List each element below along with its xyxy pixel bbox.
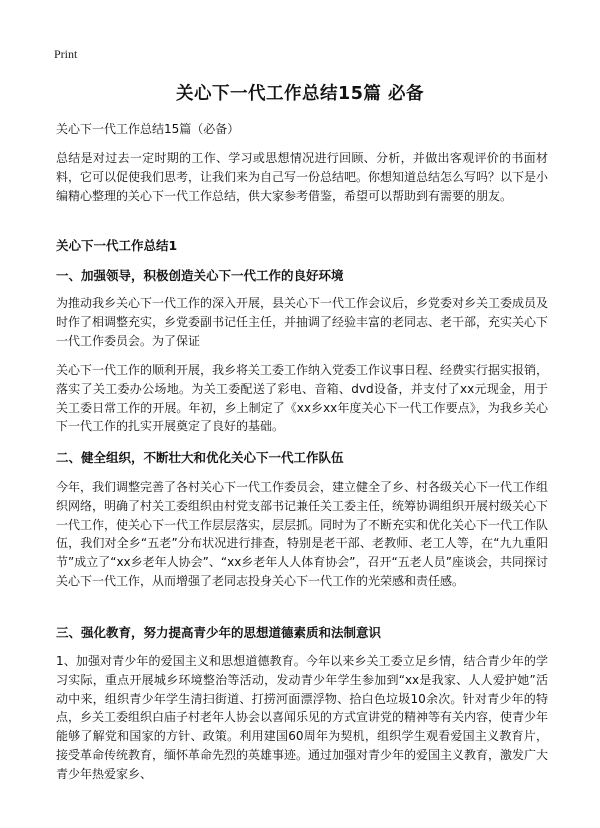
heading-3: 三、强化教育，努力提高青少年的思想道德素质和法制意识: [56, 625, 382, 640]
paragraph-3: 今年，我们调整完善了各村关心下一代工作委员会，建立健全了乡、村各级关心下一代工作组织网络，明确了村关工委组织由村党支部书记兼任关工委主任，统筹协调组织开展村级关心下一代工作，使关心下一代工作层层落实，层层抓。同时为了不断充实和优化关心下一代工作队伍，我们对全乡“五老”分布状况进行排查，特别是老干部、老教师、老工人等，在“九九重阳节”成立了“xx乡老年人协会”、“xx乡老年人人体育协会”，召开“五老人员”座谈会，共同探讨关心下一代工作，从而增强了老同志投身关心下一代工作的光荣感和责任感。: [56, 480, 549, 588]
paragraph-2: 关心下一代工作的顺利开展，我乡将关工委工作纳入党委工作议事日程、经费实行据实报销，落实了关工委办公场地。为关工委配送了彩电、音箱、dvd设备，并支付了xx元现金，用于关工委日常工作的开展。年初，乡上制定了《xx乡xx年度关心下一代工作要点》，为我乡关心下一代工作的扎实开展奠定了良好的基础。: [56, 363, 549, 434]
intro-paragraph: 总结是对过去一定时期的工作、学习或思想情况进行回顾、分析，并做出客观评价的书面材料，它可以促使我们思考，让我们来为自己写一份总结吧。你想知道总结怎么写吗？以下是小编精心整理的关心下一代工作总结，供大家参考借鉴，希望可以帮助到有需要的朋友。: [56, 151, 549, 203]
document-title: 关心下一代工作总结15篇 必备: [176, 84, 424, 104]
print-label: Print: [54, 47, 78, 61]
intro-block: [56, 149, 548, 205]
paragraph-1: 为推动我乡关心下一代工作的深入开展，县关心下一代工作会议后，乡党委对乡关工委成员及时作了相调整充实，乡党委副书记任主任，并抽调了经验丰富的老同志、老干部，充实关心下一代工作委员会。为了保证: [56, 296, 549, 348]
heading-2: 二、健全组织，不断壮大和优化关心下一代工作队伍: [56, 450, 344, 465]
subtitle: 关心下一代工作总结15篇（必备）: [56, 122, 240, 136]
paragraph-1-block: [56, 294, 548, 350]
paragraph-4: 1、加强对青少年的爱国主义和思想道德教育。今年以来乡关工委立足乡情，结合青少年的学习实际，重点开展城乡环境整治等活动，发动青少年学生参加到“xx是我家、人人爱护她”活动中来，组织青少年学生清扫街道、打捞河面漂浮物、拾白色垃圾10余次。针对青少年的特点，乡关工委组织白庙子村老年人协会以喜闻乐见的方式宣讲党的精神等有关内容，使青少年能够了解党和国家的方针、政策。利用建国60周年为契机，组织学生观看爱国主义教育片，接受革命传统教育，缅怀革命先烈的英雄事迹。通过加强对青少年的爱国主义教育，激发广大青少年热爱家乡、: [56, 654, 549, 781]
subtitle-block: [56, 120, 548, 139]
heading-1: 一、加强领导，积极创造关心下一代工作的良好环境: [56, 268, 344, 283]
paragraph-2-block: [56, 361, 548, 436]
section-title: 关心下一代工作总结1: [56, 238, 178, 253]
paragraph-3-block: [56, 478, 548, 591]
paragraph-4-block: [56, 652, 548, 784]
